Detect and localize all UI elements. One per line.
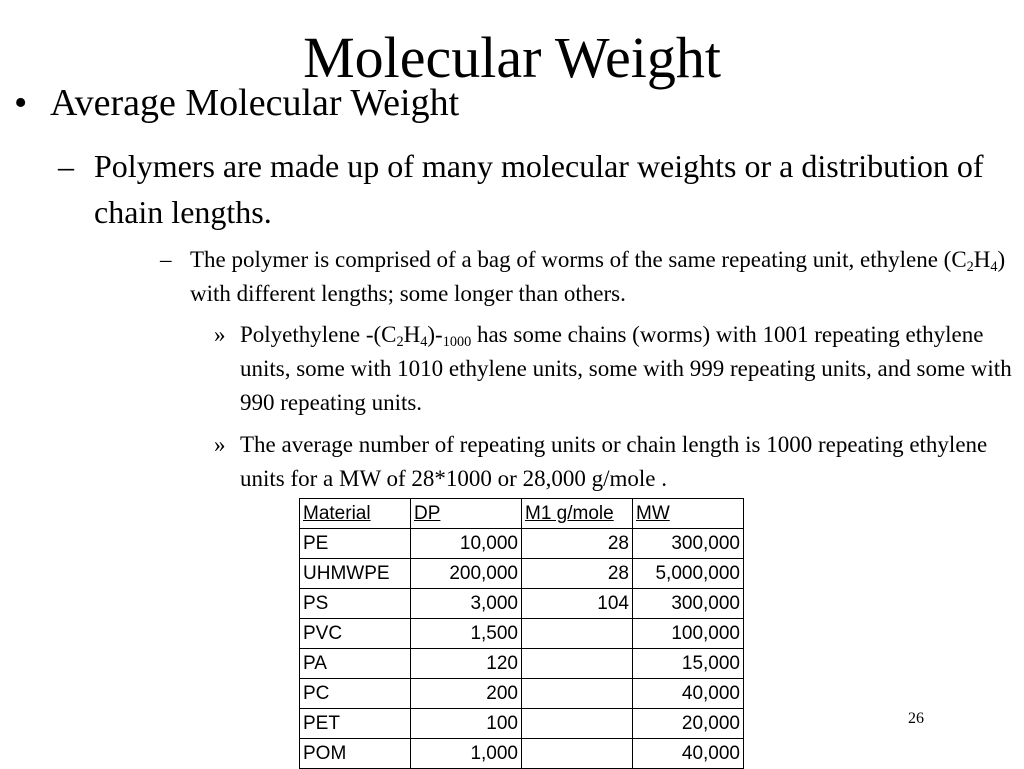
table-row: [300, 589, 744, 619]
table-row: [300, 529, 744, 559]
subscript: 4: [420, 333, 428, 350]
cell-mw: 300,000: [633, 589, 744, 619]
cell-material: PVC: [300, 619, 411, 649]
dash-marker: –: [160, 247, 172, 272]
table-row: [300, 739, 744, 769]
header-m1: M1 g/mole: [522, 499, 633, 529]
cell-m1: [522, 679, 633, 709]
cell-material: PS: [300, 589, 411, 619]
text-segment: H: [973, 247, 991, 272]
slide-title: Molecular Weight: [303, 25, 721, 90]
page-number: 26: [908, 710, 924, 727]
bullet-level4-average: [214, 428, 1014, 496]
text-segment: The polymer is comprised of a bag of worms of the same repeating unit, ethylene (C: [190, 247, 967, 272]
cell-m1: [522, 649, 633, 679]
text-segment: ) with different lengths; some longer than others.: [190, 247, 1006, 306]
table-row: [300, 619, 744, 649]
cell-material: PA: [300, 649, 411, 679]
header-dp: DP: [411, 499, 522, 529]
bullet-level1: [14, 80, 459, 126]
table-row: [300, 559, 744, 589]
subscript: 2: [396, 333, 404, 350]
cell-material: PE: [300, 529, 411, 559]
bullet-level4-text: The average number of repeating units or chain length is 1000 repeating ethylene units for a MW of 28*1000 or 28,000 g/mole .: [240, 432, 988, 491]
text-segment: has some chains (worms) with 1001 repeating ethylene units, some with 1010 ethylene units, some with 999 repeating units, and some with 990 repeating units.: [240, 322, 1012, 415]
cell-m1: 28: [522, 529, 633, 559]
table-header-row: [300, 499, 744, 529]
text-segment: )-: [427, 322, 443, 347]
subscript: 2: [966, 258, 974, 275]
cell-material: UHMWPE: [300, 559, 411, 589]
table-row: [300, 709, 744, 739]
cell-material: POM: [300, 739, 411, 769]
bullet-level2-text: Polymers are made up of many molecular weights or a distribution of chain lengths.: [94, 148, 984, 230]
cell-dp: 200: [411, 679, 522, 709]
cell-mw: 100,000: [633, 619, 744, 649]
cell-dp: 1,500: [411, 619, 522, 649]
cell-dp: 120: [411, 649, 522, 679]
cell-mw: 5,000,000: [633, 559, 744, 589]
text-segment: Polyethylene -(C: [240, 322, 397, 347]
cell-mw: 300,000: [633, 529, 744, 559]
cell-m1: 104: [522, 589, 633, 619]
chevron-marker: »: [214, 322, 226, 347]
cell-dp: 200,000: [411, 559, 522, 589]
bullet-level3-text: [190, 243, 1020, 311]
cell-material: PC: [300, 679, 411, 709]
table-row: [300, 679, 744, 709]
cell-material: PET: [300, 709, 411, 739]
cell-mw: 20,000: [633, 709, 744, 739]
dash-marker: –: [58, 148, 74, 184]
cell-dp: 3,000: [411, 589, 522, 619]
cell-dp: 100: [411, 709, 522, 739]
bullet-level4-text: [240, 318, 1014, 420]
cell-mw: 40,000: [633, 679, 744, 709]
header-mw: MW: [633, 499, 744, 529]
bullet-level4-polyethylene: [214, 318, 1014, 420]
cell-dp: 10,000: [411, 529, 522, 559]
cell-m1: [522, 619, 633, 649]
cell-m1: 28: [522, 559, 633, 589]
bullet-level3: [160, 243, 1020, 311]
subscript: 4: [990, 258, 998, 275]
bullet-marker: •: [14, 82, 28, 124]
chevron-marker: »: [214, 432, 226, 457]
bullet-level1-text: Average Molecular Weight: [50, 82, 460, 124]
molecular-weight-table: [299, 498, 744, 769]
cell-m1: [522, 709, 633, 739]
cell-dp: 1,000: [411, 739, 522, 769]
subscript: 1000: [442, 333, 472, 350]
table-row: [300, 649, 744, 679]
text-segment: H: [403, 322, 421, 347]
header-material: Material: [300, 499, 411, 529]
cell-mw: 15,000: [633, 649, 744, 679]
bullet-level2: [58, 143, 998, 235]
cell-m1: [522, 739, 633, 769]
cell-mw: 40,000: [633, 739, 744, 769]
